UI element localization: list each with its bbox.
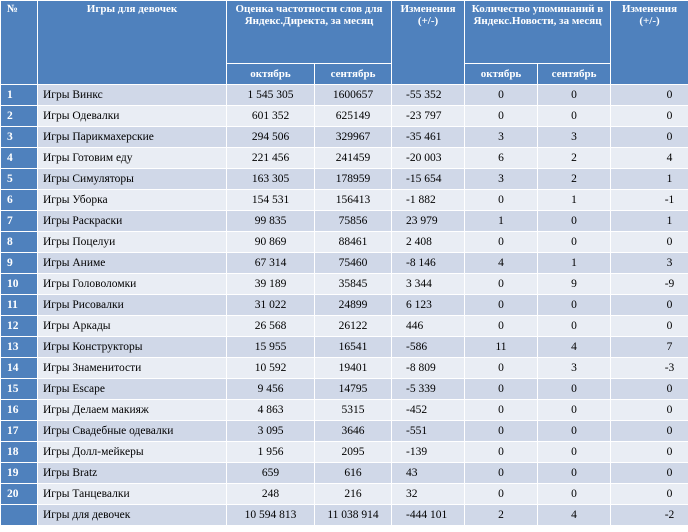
- row-number: 17: [1, 421, 38, 442]
- freq-september: 2095: [315, 442, 392, 463]
- game-name: Игры Раскраски: [38, 211, 227, 232]
- total-row: [1, 505, 688, 526]
- row-number: 11: [1, 295, 38, 316]
- mentions-change: 0: [611, 442, 688, 463]
- mentions-change: 0: [611, 127, 688, 148]
- freq-october: 659: [227, 463, 315, 484]
- header-frequency: Оценка частотности слов для Яндекс.Директа, за месяц: [227, 1, 392, 64]
- mentions-september: 2: [538, 148, 611, 169]
- table-row: [1, 316, 688, 337]
- game-name: Игры Танцевалки: [38, 484, 227, 505]
- freq-october: 154 531: [227, 190, 315, 211]
- row-number: 7: [1, 211, 38, 232]
- freq-change: 2 408: [392, 232, 465, 253]
- freq-change: -586: [392, 337, 465, 358]
- game-name: Игры Винкс: [38, 85, 227, 106]
- mentions-september: 0: [538, 85, 611, 106]
- mentions-change: 0: [611, 85, 688, 106]
- row-number: 14: [1, 358, 38, 379]
- mentions-change: 1: [611, 211, 688, 232]
- freq-october: 10 594 813: [227, 505, 315, 526]
- mentions-october: 0: [465, 358, 538, 379]
- freq-october: 26 568: [227, 316, 315, 337]
- freq-change: 23 979: [392, 211, 465, 232]
- freq-september: 16541: [315, 337, 392, 358]
- freq-change: -551: [392, 421, 465, 442]
- table-row: [1, 484, 688, 505]
- freq-october: 1 545 305: [227, 85, 315, 106]
- freq-october: 15 955: [227, 337, 315, 358]
- game-name: Игры Одевалки: [38, 106, 227, 127]
- table-row: [1, 463, 688, 484]
- row-number: 3: [1, 127, 38, 148]
- header-name: Игры для девочек: [38, 1, 227, 85]
- freq-september: 329967: [315, 127, 392, 148]
- mentions-change: -3: [611, 358, 688, 379]
- mentions-october: 0: [465, 316, 538, 337]
- mentions-october: 0: [465, 463, 538, 484]
- freq-september: 24899: [315, 295, 392, 316]
- mentions-september: 0: [538, 421, 611, 442]
- mentions-change: -9: [611, 274, 688, 295]
- mentions-october: 4: [465, 253, 538, 274]
- freq-september: 88461: [315, 232, 392, 253]
- freq-september: 616: [315, 463, 392, 484]
- mentions-change: 4: [611, 148, 688, 169]
- freq-october: 39 189: [227, 274, 315, 295]
- game-name: Игры Конструкторы: [38, 337, 227, 358]
- row-number: 13: [1, 337, 38, 358]
- freq-october: 221 456: [227, 148, 315, 169]
- game-name: Игры Долл-мейкеры: [38, 442, 227, 463]
- header-freq-october: октябрь: [227, 64, 315, 85]
- header-mentions-october: октябрь: [465, 64, 538, 85]
- freq-change: -23 797: [392, 106, 465, 127]
- mentions-october: 6: [465, 148, 538, 169]
- freq-change: -20 003: [392, 148, 465, 169]
- mentions-september: 3: [538, 358, 611, 379]
- table-row: [1, 400, 688, 421]
- mentions-september: 0: [538, 295, 611, 316]
- game-name: Игры Bratz: [38, 463, 227, 484]
- game-name: Игры Свадебные одевалки: [38, 421, 227, 442]
- game-name: Игры Знаменитости: [38, 358, 227, 379]
- game-name: Игры Головоломки: [38, 274, 227, 295]
- mentions-september: 1: [538, 190, 611, 211]
- freq-october: 10 592: [227, 358, 315, 379]
- freq-september: 5315: [315, 400, 392, 421]
- game-name: Игры Поцелуи: [38, 232, 227, 253]
- freq-september: 26122: [315, 316, 392, 337]
- mentions-september: 0: [538, 106, 611, 127]
- table-row: [1, 106, 688, 127]
- mentions-october: 2: [465, 505, 538, 526]
- freq-change: -8 809: [392, 358, 465, 379]
- freq-change: 32: [392, 484, 465, 505]
- row-number: 18: [1, 442, 38, 463]
- freq-september: 19401: [315, 358, 392, 379]
- header-num: №: [1, 1, 38, 85]
- game-name: Игры Аниме: [38, 253, 227, 274]
- freq-september: 14795: [315, 379, 392, 400]
- freq-october: 3 095: [227, 421, 315, 442]
- header-change-freq: Изменения (+/-): [392, 1, 465, 85]
- row-number: 1: [1, 85, 38, 106]
- mentions-change: 0: [611, 463, 688, 484]
- mentions-october: 0: [465, 190, 538, 211]
- freq-change: -5 339: [392, 379, 465, 400]
- freq-october: 163 305: [227, 169, 315, 190]
- freq-october: 601 352: [227, 106, 315, 127]
- mentions-september: 0: [538, 379, 611, 400]
- freq-september: 75856: [315, 211, 392, 232]
- freq-september: 178959: [315, 169, 392, 190]
- table-row: [1, 85, 688, 106]
- freq-october: 248: [227, 484, 315, 505]
- freq-october: 9 456: [227, 379, 315, 400]
- mentions-change: 0: [611, 379, 688, 400]
- mentions-change: 0: [611, 295, 688, 316]
- mentions-october: 0: [465, 274, 538, 295]
- table-row: [1, 421, 688, 442]
- table-row: [1, 232, 688, 253]
- mentions-change: 0: [611, 421, 688, 442]
- mentions-october: 0: [465, 295, 538, 316]
- row-number: 2: [1, 106, 38, 127]
- mentions-october: 0: [465, 379, 538, 400]
- mentions-october: 0: [465, 400, 538, 421]
- freq-september: 1600657: [315, 85, 392, 106]
- mentions-october: 0: [465, 442, 538, 463]
- header-row-1: [1, 1, 688, 64]
- mentions-september: 0: [538, 442, 611, 463]
- mentions-change: 0: [611, 316, 688, 337]
- game-name: Игры Готовим еду: [38, 148, 227, 169]
- mentions-september: 2: [538, 169, 611, 190]
- table-row: [1, 211, 688, 232]
- row-number: 15: [1, 379, 38, 400]
- freq-change: -452: [392, 400, 465, 421]
- freq-october: 1 956: [227, 442, 315, 463]
- table-body: [1, 85, 688, 526]
- game-name: Игры Парикмахерские: [38, 127, 227, 148]
- mentions-change: -2: [611, 505, 688, 526]
- table-row: [1, 127, 688, 148]
- mentions-october: 0: [465, 484, 538, 505]
- header-change-mentions: Изменения (+/-): [611, 1, 688, 85]
- table-row: [1, 253, 688, 274]
- game-name: Игры Симуляторы: [38, 169, 227, 190]
- mentions-change: -1: [611, 190, 688, 211]
- mentions-september: 3: [538, 127, 611, 148]
- freq-change: -8 146: [392, 253, 465, 274]
- freq-change: -1 882: [392, 190, 465, 211]
- mentions-september: 4: [538, 337, 611, 358]
- table-row: [1, 295, 688, 316]
- freq-september: 75460: [315, 253, 392, 274]
- row-number: 8: [1, 232, 38, 253]
- freq-september: 3646: [315, 421, 392, 442]
- mentions-september: 0: [538, 316, 611, 337]
- freq-change: -35 461: [392, 127, 465, 148]
- mentions-change: 3: [611, 253, 688, 274]
- game-name: Игры Рисовалки: [38, 295, 227, 316]
- freq-change: -55 352: [392, 85, 465, 106]
- table-row: [1, 148, 688, 169]
- mentions-october: 3: [465, 127, 538, 148]
- mentions-september: 0: [538, 211, 611, 232]
- row-number: 16: [1, 400, 38, 421]
- row-number: 9: [1, 253, 38, 274]
- mentions-change: 0: [611, 106, 688, 127]
- row-number: 19: [1, 463, 38, 484]
- freq-october: 67 314: [227, 253, 315, 274]
- freq-october: 90 869: [227, 232, 315, 253]
- game-name: Игры Делаем макияж: [38, 400, 227, 421]
- game-name: Игры для девочек: [38, 505, 227, 526]
- mentions-october: 11: [465, 337, 538, 358]
- freq-change: 6 123: [392, 295, 465, 316]
- mentions-change: 1: [611, 169, 688, 190]
- row-number: 5: [1, 169, 38, 190]
- mentions-september: 0: [538, 400, 611, 421]
- freq-change: -15 654: [392, 169, 465, 190]
- header-mentions: Количество упоминаний в Яндекс.Новости, за месяц: [465, 1, 611, 64]
- mentions-september: 9: [538, 274, 611, 295]
- game-name: Игры Аркады: [38, 316, 227, 337]
- header-mentions-september: сентябрь: [538, 64, 611, 85]
- header-freq-september: сентябрь: [315, 64, 392, 85]
- mentions-change: 0: [611, 400, 688, 421]
- row-number: 10: [1, 274, 38, 295]
- mentions-september: 1: [538, 253, 611, 274]
- mentions-september: 0: [538, 484, 611, 505]
- row-number: 6: [1, 190, 38, 211]
- freq-change: 446: [392, 316, 465, 337]
- game-name: Игры Уборка: [38, 190, 227, 211]
- freq-september: 625149: [315, 106, 392, 127]
- row-number: 4: [1, 148, 38, 169]
- mentions-change: 0: [611, 484, 688, 505]
- table-row: [1, 337, 688, 358]
- mentions-change: 0: [611, 232, 688, 253]
- row-number: 20: [1, 484, 38, 505]
- mentions-october: 0: [465, 106, 538, 127]
- mentions-september: 0: [538, 232, 611, 253]
- freq-change: 43: [392, 463, 465, 484]
- table-row: [1, 169, 688, 190]
- freq-october: 99 835: [227, 211, 315, 232]
- table-row: [1, 379, 688, 400]
- mentions-october: 0: [465, 421, 538, 442]
- freq-september: 35845: [315, 274, 392, 295]
- mentions-october: 1: [465, 211, 538, 232]
- freq-change: -139: [392, 442, 465, 463]
- table-row: [1, 190, 688, 211]
- mentions-october: 3: [465, 169, 538, 190]
- freq-september: 216: [315, 484, 392, 505]
- table-row: [1, 358, 688, 379]
- table-row: [1, 442, 688, 463]
- freq-october: 294 506: [227, 127, 315, 148]
- row-number: 12: [1, 316, 38, 337]
- freq-october: 4 863: [227, 400, 315, 421]
- freq-change: -444 101: [392, 505, 465, 526]
- mentions-change: 7: [611, 337, 688, 358]
- mentions-september: 4: [538, 505, 611, 526]
- mentions-october: 0: [465, 85, 538, 106]
- game-name: Игры Escape: [38, 379, 227, 400]
- freq-september: 156413: [315, 190, 392, 211]
- freq-october: 31 022: [227, 295, 315, 316]
- freq-change: 3 344: [392, 274, 465, 295]
- freq-september: 241459: [315, 148, 392, 169]
- freq-september: 11 038 914: [315, 505, 392, 526]
- mentions-september: 0: [538, 463, 611, 484]
- row-number: [1, 505, 38, 526]
- mentions-october: 0: [465, 232, 538, 253]
- table-row: [1, 274, 688, 295]
